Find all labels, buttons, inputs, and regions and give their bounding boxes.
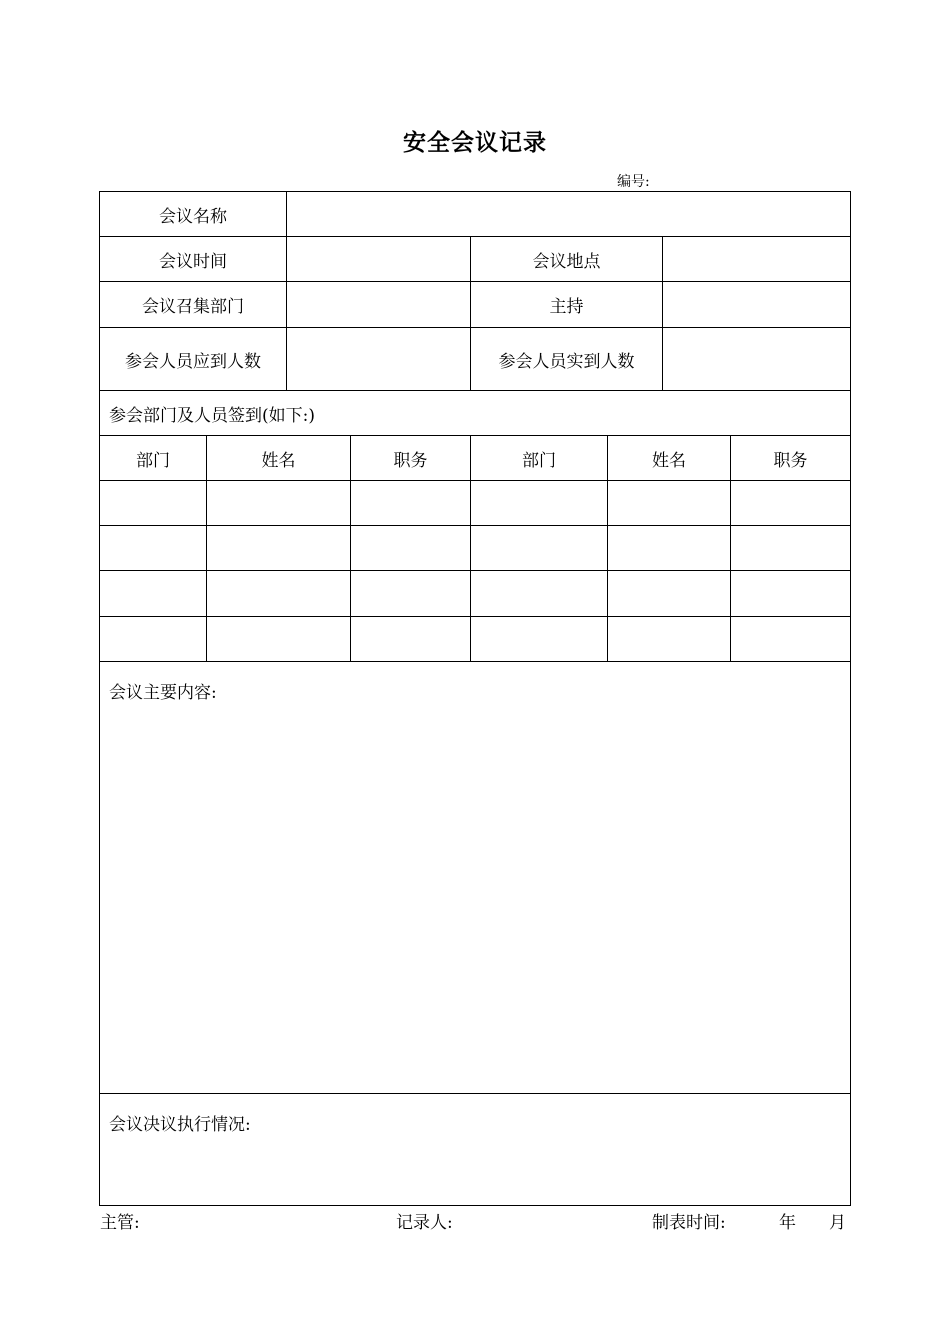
meeting-name-label: 会议名称 xyxy=(99,191,287,237)
meeting-time-label: 会议时间 xyxy=(99,236,287,282)
signin-cell[interactable] xyxy=(730,525,851,571)
signin-cell[interactable] xyxy=(730,616,851,662)
signin-header-name-2: 姓名 xyxy=(607,435,731,481)
signin-cell[interactable] xyxy=(607,480,731,526)
signin-cell[interactable] xyxy=(99,480,207,526)
resolution-area[interactable] xyxy=(99,1093,851,1206)
signin-cell[interactable] xyxy=(470,570,608,617)
signin-header-title-2: 职务 xyxy=(730,435,851,481)
signin-cell[interactable] xyxy=(206,570,351,617)
signin-cell[interactable] xyxy=(350,525,471,571)
signin-cell[interactable] xyxy=(350,480,471,526)
expected-count-label: 参会人员应到人数 xyxy=(99,327,287,391)
signin-cell[interactable] xyxy=(730,570,851,617)
signin-cell[interactable] xyxy=(350,570,471,617)
year-label: 年 xyxy=(779,1213,796,1233)
convening-dept-label: 会议召集部门 xyxy=(99,281,287,328)
page-title: 安全会议记录 xyxy=(403,130,547,156)
signin-header-dept-1: 部门 xyxy=(99,435,207,481)
signin-cell[interactable] xyxy=(99,525,207,571)
signin-cell[interactable] xyxy=(350,616,471,662)
convening-dept-field[interactable] xyxy=(286,281,471,328)
signin-cell[interactable] xyxy=(206,616,351,662)
main-content-area[interactable] xyxy=(99,661,851,1094)
supervisor-label: 主管: xyxy=(100,1213,140,1233)
signin-cell[interactable] xyxy=(206,480,351,526)
meeting-time-field[interactable] xyxy=(286,236,471,282)
signin-header-name-1: 姓名 xyxy=(206,435,351,481)
signin-header-title-1: 职务 xyxy=(350,435,471,481)
meeting-place-field[interactable] xyxy=(662,236,851,282)
recorder-label: 记录人: xyxy=(396,1213,453,1233)
month-label: 月 xyxy=(829,1213,846,1233)
signin-cell[interactable] xyxy=(607,525,731,571)
main-content-label: 会议主要内容: xyxy=(109,683,217,703)
expected-count-field[interactable] xyxy=(286,327,471,391)
signin-cell[interactable] xyxy=(99,570,207,617)
date-label: 制表时间: xyxy=(652,1213,726,1233)
host-field[interactable] xyxy=(662,281,851,328)
signin-cell[interactable] xyxy=(206,525,351,571)
signin-section-label: 参会部门及人员签到(如下:) xyxy=(99,390,851,436)
meeting-place-label: 会议地点 xyxy=(470,236,663,282)
signin-cell[interactable] xyxy=(470,525,608,571)
signin-cell[interactable] xyxy=(730,480,851,526)
signin-cell[interactable] xyxy=(470,480,608,526)
resolution-label: 会议决议执行情况: xyxy=(109,1115,251,1135)
signin-header-dept-2: 部门 xyxy=(470,435,608,481)
signin-cell[interactable] xyxy=(607,616,731,662)
signin-cell[interactable] xyxy=(607,570,731,617)
actual-count-label: 参会人员实到人数 xyxy=(470,327,663,391)
signin-cell[interactable] xyxy=(99,616,207,662)
meeting-name-field[interactable] xyxy=(286,191,851,237)
actual-count-field[interactable] xyxy=(662,327,851,391)
serial-number-label: 编号: xyxy=(617,174,650,190)
host-label: 主持 xyxy=(470,281,663,328)
signin-cell[interactable] xyxy=(470,616,608,662)
